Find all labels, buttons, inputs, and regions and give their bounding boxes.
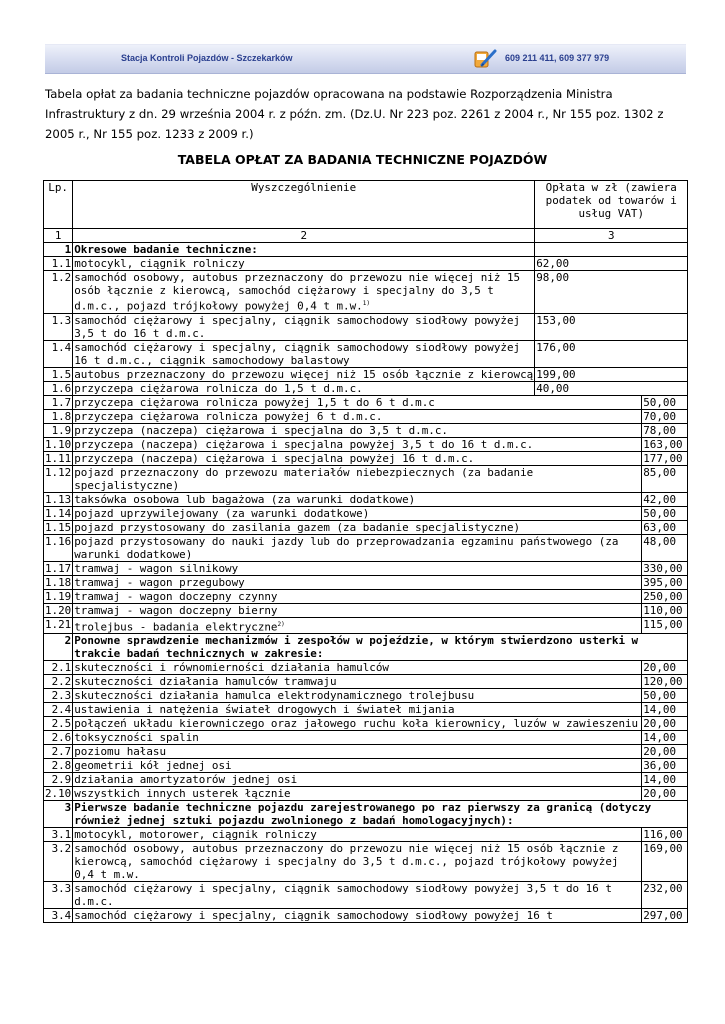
row-description — [73, 589, 642, 603]
row-number: 2.9 — [44, 773, 73, 787]
row-description-text: motocykl, motorower, ciągnik rolniczy — [74, 828, 317, 842]
table-row — [44, 882, 688, 909]
table-row — [44, 313, 688, 340]
row-fee: 177,00 — [642, 451, 688, 465]
row-description — [73, 909, 642, 923]
intro-paragraph: Tabela opłat za badania techniczne pojazdów opracowana na podstawie Rozporządzenia Ministra Infrastruktury z dn. 29 września 2004 r. z późn. zm. (Dz.U. Nr 223 poz. 2261 z 2004 r., Nr 155 poz. 1302 z 2005 r., Nr 155 poz. 1233 z 2009 r.) — [45, 87, 664, 141]
row-description — [73, 675, 642, 689]
row-fee: 62,00 — [535, 257, 688, 271]
table-row — [44, 703, 688, 717]
table-row — [44, 787, 688, 801]
row-description — [73, 534, 642, 561]
row-description — [73, 381, 535, 395]
row-fee: 176,00 — [535, 340, 688, 367]
row-fee: 110,00 — [642, 603, 688, 617]
table-row — [44, 534, 688, 561]
row-number: 1.11 — [45, 451, 72, 465]
row-number: 1.10 — [45, 437, 72, 451]
table-row — [44, 842, 688, 882]
row-number: 2.6 — [44, 731, 73, 745]
row-number: 1.3 — [44, 313, 73, 340]
table-row — [44, 745, 688, 759]
table-row — [44, 492, 688, 506]
row-description-text: działania amortyzatorów jednej osi — [74, 773, 298, 787]
row-number: 2.8 — [44, 759, 73, 773]
row-fee: 50,00 — [642, 395, 688, 409]
row-description-text: samochód ciężarowy i specjalny, ciągnik samochodowy siodłowy powyżej 3,5 t do 16 t d.m.c. — [74, 882, 612, 909]
row-description-text: tramwaj - wagon doczepny bierny — [74, 603, 278, 617]
row-description-text: toksyczności spalin — [74, 731, 199, 745]
row-number: 1.7 — [44, 395, 73, 409]
table-row — [44, 661, 688, 675]
row-description — [73, 506, 642, 520]
table-row — [44, 381, 688, 395]
row-number: 1.9 — [44, 423, 73, 437]
row-description-text: pojazd przeznaczony do przewozu materiałów niebezpiecznych (za badanie specjalistyczne) — [74, 465, 534, 492]
station-phone: 609 211 411, 609 377 979 — [505, 53, 610, 63]
row-number: 1.5 — [44, 367, 73, 381]
section-heading-row — [44, 243, 688, 257]
row-description-text: skuteczności i równomierności działania hamulców — [74, 661, 389, 675]
section-title: Okresowe badanie techniczne: — [73, 243, 535, 257]
row-number: 1.2 — [44, 271, 73, 314]
table-row — [44, 689, 688, 703]
row-number: 2.10 — [45, 787, 72, 801]
row-description — [73, 340, 535, 367]
row-number: 1.15 — [45, 520, 72, 534]
table-row — [44, 367, 688, 381]
fee-table-body — [44, 181, 688, 923]
row-description — [73, 409, 642, 423]
row-number: 1.18 — [45, 575, 72, 589]
row-description-text: przyczepa ciężarowa rolnicza do 1,5 t d.m.c. — [74, 381, 363, 395]
row-description-text: samochód osobowy, autobus przeznaczony do przewozu nie więcej niż 15 osób łącznie z kierowcą, samochód ciężarowy i specjalny do 3,5 t d.m.c., pojazd trójkołowy powyżej 0,4 t m.w. — [74, 842, 619, 882]
row-description-text: trolejbus - badania elektryczne — [74, 620, 278, 634]
row-number: 1.1 — [44, 257, 73, 271]
row-description — [73, 437, 642, 451]
table-row — [44, 603, 688, 617]
row-number: 2.3 — [44, 689, 73, 703]
row-number: 3.4 — [44, 909, 73, 923]
row-description-text: samochód ciężarowy i specjalny, ciągnik samochodowy siodłowy powyżej 16 t — [74, 909, 553, 923]
row-description-text: motocykl, ciągnik rolniczy — [74, 257, 245, 270]
row-description-text: taksówka osobowa lub bagażowa (za warunki dodatkowe) — [74, 492, 416, 506]
table-row — [44, 589, 688, 603]
row-description-text: samochód ciężarowy i specjalny, ciągnik samochodowy siodłowy powyżej 3,5 t do 16 t d.m.c. — [74, 313, 521, 340]
row-fee: 115,00 — [642, 617, 688, 634]
letterhead-bar — [45, 44, 686, 74]
table-row — [44, 451, 688, 465]
row-description-text: pojazd przystosowany do zasilania gazem (za badanie specjalistyczne) — [74, 520, 521, 534]
table-row — [44, 340, 688, 367]
row-description-text: ustawienia i natężenia świateł drogowych i świateł mijania — [74, 703, 455, 717]
row-number: 1.6 — [44, 381, 73, 395]
row-description — [73, 271, 535, 314]
row-description — [73, 842, 642, 882]
row-description — [73, 257, 535, 271]
row-description-text: wszystkich innych usterek łącznie — [74, 787, 291, 801]
table-row — [44, 717, 688, 731]
row-description — [73, 882, 642, 909]
row-description — [73, 717, 642, 731]
section-number: 2 — [44, 634, 73, 661]
column-number: 3 — [535, 229, 688, 243]
row-fee: 163,00 — [642, 437, 688, 451]
row-fee: 232,00 — [642, 882, 688, 909]
row-fee: 250,00 — [642, 589, 688, 603]
row-number: 2.2 — [44, 675, 73, 689]
table-row — [44, 409, 688, 423]
table-header-row — [44, 181, 688, 229]
row-fee: 20,00 — [642, 717, 688, 731]
row-description-text: pojazd uprzywilejowany (za warunki dodatkowe) — [74, 506, 370, 520]
row-fee: 20,00 — [642, 787, 688, 801]
row-fee: 169,00 — [642, 842, 688, 882]
row-fee: 330,00 — [642, 561, 688, 575]
row-fee: 20,00 — [642, 661, 688, 675]
row-number: 2.7 — [44, 745, 73, 759]
fee-table — [43, 180, 688, 923]
row-description — [73, 520, 642, 534]
section-heading-row — [44, 801, 688, 828]
table-row — [44, 257, 688, 271]
row-description — [73, 773, 642, 787]
row-description-text: tramwaj - wagon silnikowy — [74, 561, 239, 575]
row-description — [73, 561, 642, 575]
row-description-text: geometrii kół jednej osi — [74, 759, 232, 773]
row-number: 1.20 — [45, 603, 72, 617]
table-row — [44, 617, 688, 634]
row-description — [73, 731, 642, 745]
document-title: TABELA OPŁAT ZA BADANIA TECHNICZNE POJAZDÓW — [177, 152, 548, 167]
row-number: 1.13 — [45, 492, 72, 506]
row-fee: 50,00 — [642, 689, 688, 703]
footnote-marker: 1) — [362, 300, 370, 307]
phone-pen-icon — [473, 49, 497, 69]
row-fee: 20,00 — [642, 745, 688, 759]
row-fee: 120,00 — [642, 675, 688, 689]
column-number: 1 — [44, 229, 73, 243]
row-fee: 297,00 — [642, 909, 688, 923]
row-number: 1.4 — [44, 340, 73, 367]
header-lp: Lp. — [44, 181, 73, 229]
row-description — [73, 703, 642, 717]
table-row — [44, 731, 688, 745]
table-row — [44, 759, 688, 773]
row-description-text: przyczepa (naczepa) ciężarowa i specjalna powyżej 3,5 t do 16 t d.m.c. — [74, 437, 534, 451]
row-description — [73, 313, 535, 340]
section-title: Pierwsze badanie techniczne pojazdu zarejestrowanego po raz pierwszy za granicą (dotyczy również jednej sztuki pojazdu zwolnionego z badań homologacyjnych): — [73, 801, 688, 828]
row-fee: 50,00 — [642, 506, 688, 520]
header-fee: Opłata w zł (zawiera podatek od towarów i usług VAT) — [535, 181, 688, 229]
row-fee: 40,00 — [535, 381, 688, 395]
station-name: Stacja Kontroli Pojazdów - Szczekarków — [121, 53, 293, 63]
table-row — [44, 423, 688, 437]
row-description — [73, 828, 642, 842]
row-fee: 14,00 — [642, 773, 688, 787]
row-description — [73, 661, 642, 675]
row-description-text: przyczepa (naczepa) ciężarowa i specjalna powyżej 16 t d.m.c. — [74, 451, 475, 465]
table-row — [44, 561, 688, 575]
row-description — [73, 395, 642, 409]
section-heading-row — [44, 634, 688, 661]
row-number: 2.4 — [44, 703, 73, 717]
row-description-text: skuteczności działania hamulców tramwaju — [74, 675, 337, 689]
row-description — [73, 689, 642, 703]
row-fee: 63,00 — [642, 520, 688, 534]
row-description-text: skuteczności działania hamulca elektrodynamicznego trolejbusu — [74, 689, 475, 703]
row-fee: 78,00 — [642, 423, 688, 437]
row-fee: 98,00 — [535, 271, 688, 314]
table-row — [44, 575, 688, 589]
row-number: 3.3 — [44, 882, 73, 909]
row-description — [73, 575, 642, 589]
row-description — [73, 787, 642, 801]
row-fee: 116,00 — [642, 828, 688, 842]
row-number: 2.1 — [44, 661, 73, 675]
table-row — [44, 909, 688, 923]
row-description — [73, 603, 642, 617]
table-row — [44, 773, 688, 787]
row-description-text: przyczepa ciężarowa rolnicza powyżej 1,5 t do 6 t d.m.c — [74, 395, 435, 409]
row-number: 1.14 — [45, 506, 72, 520]
row-number: 1.17 — [45, 561, 72, 575]
table-row — [44, 465, 688, 492]
row-fee: 70,00 — [642, 409, 688, 423]
row-fee: 42,00 — [642, 492, 688, 506]
row-description — [73, 465, 642, 492]
row-fee: 48,00 — [642, 534, 688, 561]
table-row — [44, 395, 688, 409]
row-description — [73, 367, 535, 381]
row-number: 1.12 — [44, 465, 73, 492]
column-number-row — [44, 229, 688, 243]
header-description: Wyszczególnienie — [73, 181, 535, 229]
row-fee: 199,00 — [535, 367, 688, 381]
row-description — [73, 745, 642, 759]
row-description-text: samochód osobowy, autobus przeznaczony do przewozu nie więcej niż 15 osób łącznie z kierowcą, samochód ciężarowy i specjalny do 3,5 t d.m.c., pojazd trójkołowy powyżej 0,4 t m.w. — [74, 271, 521, 313]
table-row — [44, 437, 688, 451]
row-description — [73, 423, 642, 437]
table-row — [44, 675, 688, 689]
row-fee: 85,00 — [642, 465, 688, 492]
row-number: 1.21 — [44, 617, 73, 634]
row-number: 1.19 — [45, 589, 72, 603]
row-description-text: poziomu hałasu — [74, 745, 167, 759]
row-number: 1.8 — [44, 409, 73, 423]
footnote-marker: 2) — [277, 620, 285, 628]
column-number: 2 — [73, 229, 535, 243]
row-fee: 36,00 — [642, 759, 688, 773]
row-description-text: tramwaj - wagon przegubowy — [74, 575, 245, 589]
table-row — [44, 506, 688, 520]
row-fee: 395,00 — [642, 575, 688, 589]
row-description-text: samochód ciężarowy i specjalny, ciągnik samochodowy siodłowy powyżej 16 t d.m.c., ciągnik samochodowy balastowy — [74, 340, 521, 367]
section-title: Ponowne sprawdzenie mechanizmów i zespołów w pojeździe, w którym stwierdzono usterki w trakcie badań technicznych w zakresie: — [73, 634, 688, 661]
row-fee: 153,00 — [535, 313, 688, 340]
row-number: 3.2 — [44, 842, 73, 882]
row-description-text: przyczepa ciężarowa rolnicza powyżej 6 t d.m.c. — [74, 409, 383, 423]
row-description — [73, 451, 642, 465]
row-description-text: autobus przeznaczony do przewozu więcej niż 15 osób łącznie z kierowcą — [74, 367, 534, 381]
row-fee: 14,00 — [642, 731, 688, 745]
table-row — [44, 271, 688, 314]
row-description-text: przyczepa (naczepa) ciężarowa i specjalna do 3,5 t d.m.c. — [74, 423, 448, 437]
row-number: 3.1 — [44, 828, 73, 842]
section-number: 3 — [44, 801, 73, 828]
row-description — [73, 492, 642, 506]
row-fee: 14,00 — [642, 703, 688, 717]
table-row — [44, 828, 688, 842]
row-description-text: tramwaj - wagon doczepny czynny — [74, 589, 278, 603]
row-description-text: połączeń układu kierowniczego oraz jałowego ruchu koła kierownicy, luzów w zawieszeniu — [74, 717, 639, 731]
empty-cell — [535, 243, 688, 257]
row-number: 1.16 — [44, 534, 73, 561]
row-description — [73, 759, 642, 773]
row-description — [73, 617, 642, 634]
table-row — [44, 520, 688, 534]
row-number: 2.5 — [44, 717, 73, 731]
section-number: 1 — [44, 243, 73, 257]
row-description-text: pojazd przystosowany do nauki jazdy lub do przeprowadzania egzaminu państwowego (za warunki dodatkowe) — [74, 534, 619, 561]
